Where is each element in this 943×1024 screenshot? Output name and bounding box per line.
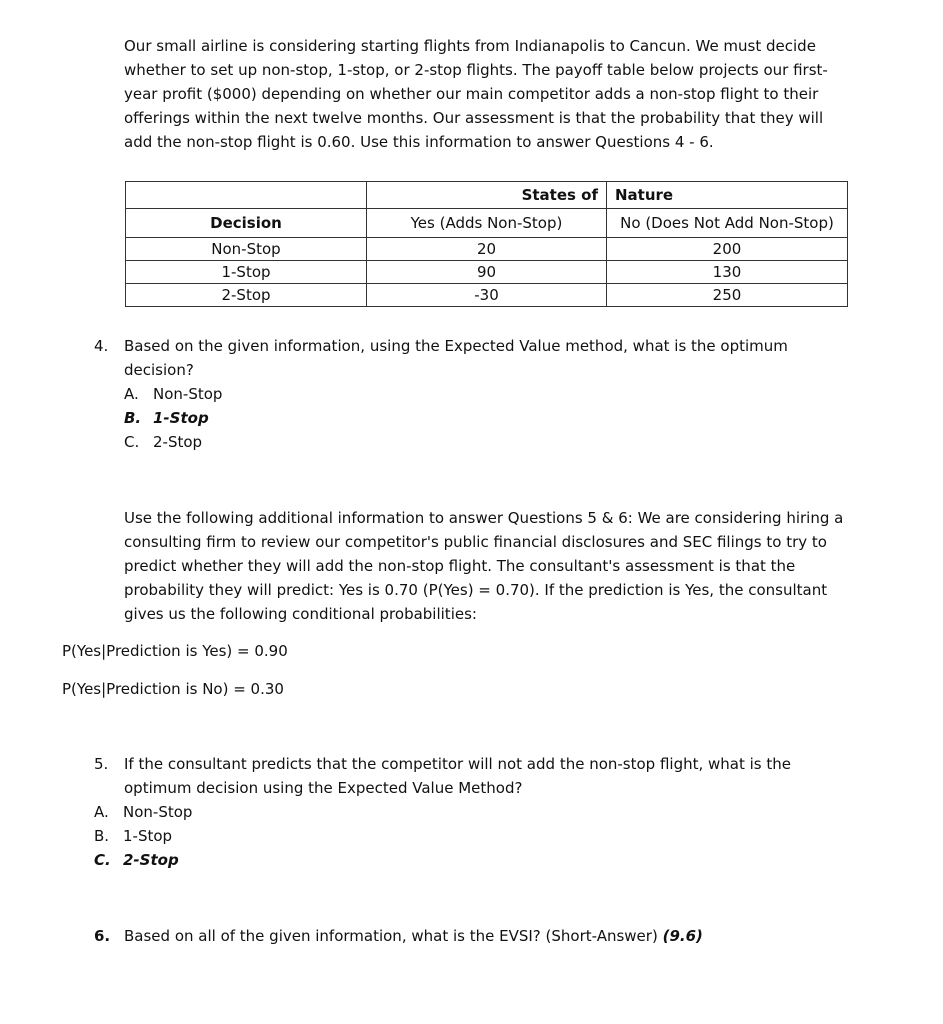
option-text: 2-Stop — [123, 851, 179, 869]
q6-text: Based on all of the given information, what is the EVSI? (Short-Answer) — [124, 927, 658, 945]
q6-answer: (9.6) — [662, 927, 703, 945]
yes-cell: 90 — [367, 261, 607, 284]
payoff-table — [125, 181, 848, 307]
decision-cell: 2-Stop — [126, 284, 367, 307]
decision-cell: Non-Stop — [126, 238, 367, 261]
table-row — [126, 284, 848, 307]
no-cell: 250 — [607, 284, 848, 307]
q6-number: 6. — [94, 927, 111, 945]
conditional-prob-yes: P(Yes|Prediction is Yes) = 0.90 — [62, 642, 288, 660]
q4-option-c — [124, 430, 202, 454]
q4-option-a — [124, 382, 222, 406]
col-yes-header: Yes (Adds Non-Stop) — [367, 209, 607, 238]
option-letter: C. — [94, 851, 111, 869]
yes-cell: 20 — [367, 238, 607, 261]
table-header-row — [126, 182, 848, 209]
option-letter: A. — [124, 385, 139, 403]
option-letter: B. — [94, 827, 110, 845]
nature-label: Nature — [607, 182, 848, 209]
conditional-prob-no: P(Yes|Prediction is No) = 0.30 — [62, 680, 284, 698]
states-of-label: States of — [367, 182, 607, 209]
q4-number: 4. — [94, 337, 109, 355]
table-row — [126, 261, 848, 284]
col-no-header: No (Does Not Add Non-Stop) — [607, 209, 848, 238]
intro-paragraph: Our small airline is considering starting flights from Indianapolis to Cancun. We must decide whether to set up non-stop, 1-stop, or 2-stop flights. The payoff table below projects our first-year profit ($000) depending on whether our main competitor adds a non-stop flight to their offerings within the next twelve months. Our assessment is that the probability that they will add the non-stop flight is 0.60. Use this information to answer Questions 4 - 6. — [124, 37, 828, 151]
empty-header-cell — [126, 182, 367, 209]
option-text: 2-Stop — [153, 433, 203, 451]
option-text: 1-Stop — [123, 827, 173, 845]
q4-option-b-selected — [124, 406, 209, 430]
no-cell: 200 — [607, 238, 848, 261]
table-subheader-row — [126, 209, 848, 238]
decision-cell: 1-Stop — [126, 261, 367, 284]
q5-number: 5. — [94, 755, 109, 773]
q5-option-b — [94, 824, 172, 848]
q5-text-line1: If the consultant predicts that the competitor will not add the non-stop flight, what is the — [124, 755, 792, 773]
option-text: Non-Stop — [123, 803, 193, 821]
yes-cell: -30 — [367, 284, 607, 307]
option-text: 1-Stop — [153, 409, 209, 427]
q6-line — [124, 924, 844, 948]
q5-text-line2: optimum decision using the Expected Value Method? — [124, 779, 523, 797]
q5-option-c-selected — [94, 848, 179, 872]
option-letter: B. — [124, 409, 142, 427]
option-letter: A. — [94, 803, 109, 821]
table-row — [126, 238, 848, 261]
q5-option-a — [94, 800, 192, 824]
q4-text-line2: decision? — [124, 361, 194, 379]
no-cell: 130 — [607, 261, 848, 284]
option-letter: C. — [124, 433, 140, 451]
option-text: Non-Stop — [153, 385, 223, 403]
q4-text-line1: Based on the given information, using the Expected Value method, what is the optimum — [124, 337, 788, 355]
additional-info-paragraph: Use the following additional information to answer Questions 5 & 6: We are considering hiring a consulting firm to review our competitor's public financial disclosures and SEC filings to try to predict whether they will add the non-stop flight. The consultant's assessment is that the probability they will predict: Yes is 0.70 (P(Yes) = 0.70). If the prediction is Yes, the consultant gives us the following conditional probabilities: — [124, 509, 844, 623]
decision-header: Decision — [126, 209, 367, 238]
